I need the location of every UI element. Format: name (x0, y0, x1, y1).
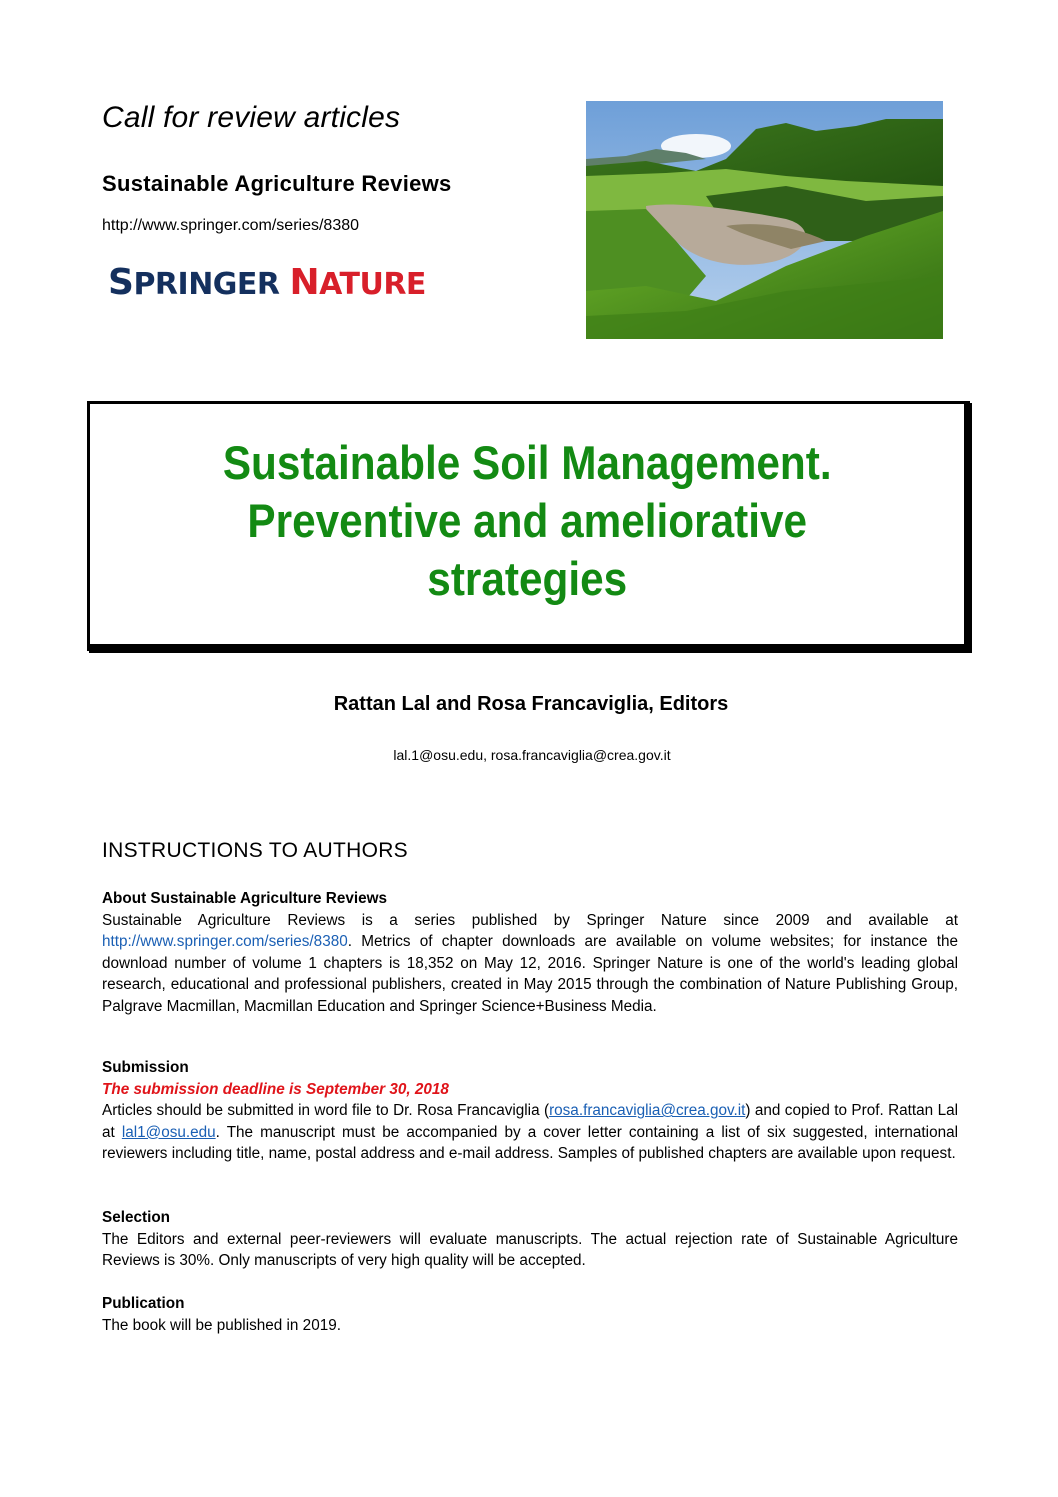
editors-line: Rattan Lal and Rosa Francaviglia, Editors (333, 693, 729, 715)
main-title-line-2: Preventive and ameliorative (247, 494, 807, 547)
series-link[interactable]: http://www.springer.com/series/8380 (102, 933, 348, 951)
section-about-heading: About Sustainable Agriculture Reviews (102, 890, 388, 907)
section-publication-heading: Publication (102, 1295, 185, 1312)
main-title (223, 434, 832, 608)
email-link-lal[interactable]: lal1@osu.edu (121, 1123, 216, 1141)
call-title: Call for review articles (102, 101, 401, 134)
logo-nature-rest: ATURE (319, 267, 426, 302)
submission-text-3: . The manuscript must be accompanied by a cover letter containing a list of six suggested, international reviewers including title, name, postal address and e-mail address. Samples of published chapters are available upon request. (102, 1123, 959, 1163)
landscape-photo (586, 101, 943, 339)
editors-emails: lal.1@osu.edu, rosa.francaviglia@crea.gov.it (393, 747, 671, 763)
title-box (87, 401, 970, 651)
section-submission-heading: Submission (102, 1059, 189, 1076)
instructions-heading: INSTRUCTIONS TO AUTHORS (102, 839, 408, 862)
section-selection-heading: Selection (102, 1209, 171, 1226)
submission-text-1: Articles should be submitted in word file to Dr. Rosa Francaviglia ( (102, 1102, 550, 1120)
section-about-body (102, 910, 958, 1018)
logo-springer-initial: S (108, 262, 134, 303)
main-title-line-3: strategies (427, 552, 627, 605)
email-link-francaviglia[interactable]: rosa.francaviglia@crea.gov.it (549, 1102, 746, 1120)
logo-nature-initial: N (289, 262, 320, 303)
about-text-1: Sustainable Agriculture Reviews is a series published by Springer Nature since 2009 and available at (102, 911, 958, 929)
section-publication-body: The book will be published in 2019. (102, 1316, 341, 1334)
section-about (102, 888, 958, 1018)
landscape-photo-icon (586, 101, 943, 339)
section-submission (102, 1057, 958, 1165)
submission-text-2: ) and copied to Prof. Rattan Lal at (102, 1102, 958, 1141)
series-title: Sustainable Agriculture Reviews (102, 171, 452, 196)
main-title-line-1: Sustainable Soil Management. (222, 436, 832, 489)
section-selection-body: The Editors and external peer-reviewers will evaluate manuscripts. The actual rejection rate of Sustainable Agriculture Reviews is 30%. Only manuscripts of very high quality will be accepted. (102, 1230, 958, 1270)
logo-springer-rest: PRINGER (133, 267, 280, 302)
about-text-2: . Metrics of chapter downloads are available on volume websites; for instance the download number of volume 1 chapters is 18,352 on May 12, 2016. Springer Nature is one of the world's leading global research, educational and professional publishers, created in May 2015 through the combination of Nature Publishing Group, Palgrave Macmillan, Macmillan Education and Springer Science+Business Media. (102, 933, 958, 1015)
section-submission-body (102, 1100, 958, 1165)
springer-nature-logo (108, 262, 426, 303)
section-selection (102, 1207, 958, 1272)
section-publication (102, 1293, 958, 1336)
series-url: http://www.springer.com/series/8380 (102, 217, 360, 234)
submission-deadline: The submission deadline is September 30, 2018 (102, 1080, 449, 1098)
